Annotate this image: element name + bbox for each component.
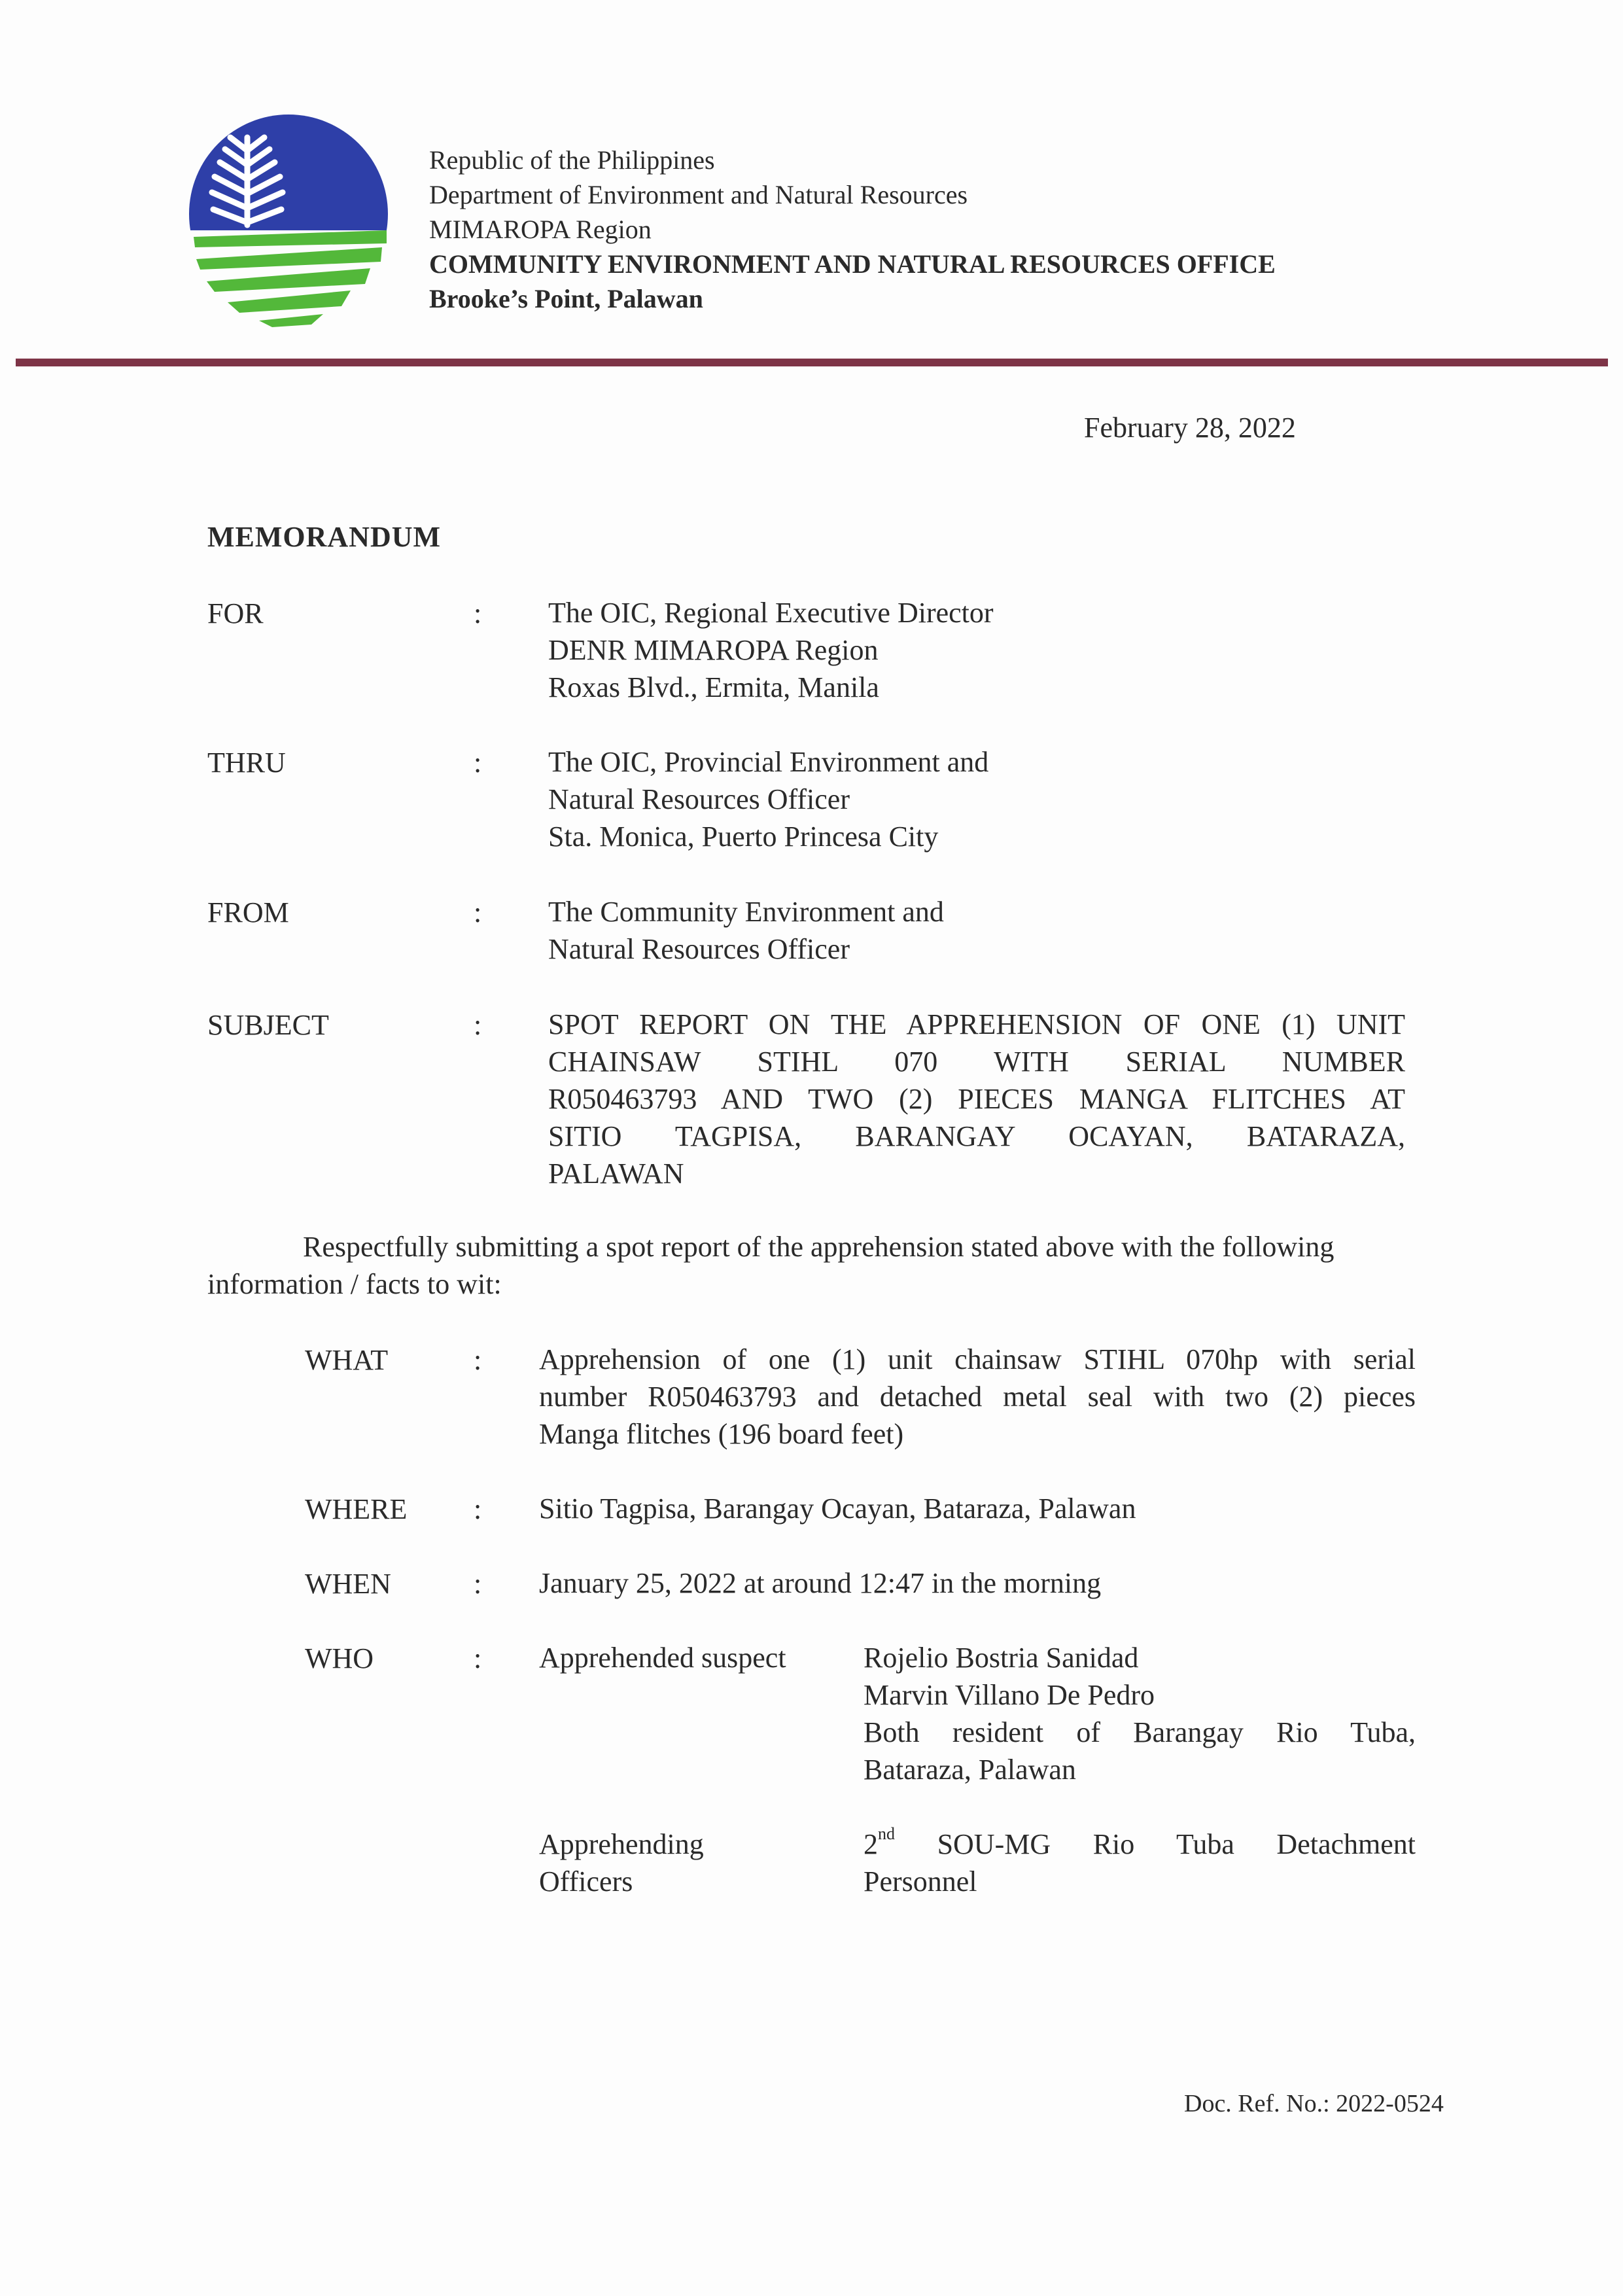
what-line: Manga flitches (196 board feet) (539, 1418, 904, 1450)
subject-line: SITIO TAGPISA, BARANGAY OCAYAN, BATARAZA, (548, 1120, 1405, 1152)
thru-line: The OIC, Provincial Environment and (548, 746, 989, 778)
officers-line (864, 1826, 1416, 1863)
what-line: Apprehension of one (1) unit chainsaw STIHL 070hp with serial (539, 1343, 1416, 1375)
officers-ordinal-suffix: nd (878, 1824, 895, 1843)
for-addressee (548, 594, 994, 706)
from-line: Natural Resources Officer (548, 933, 850, 965)
subject-line: R050463793 AND TWO (2) PIECES MANGA FLITCHES AT (548, 1083, 1405, 1115)
letterhead-republic: Republic of the Philippines (429, 145, 715, 175)
for-line: Roxas Blvd., Ermita, Manila (548, 671, 879, 703)
subject-line: PALAWAN (548, 1157, 684, 1190)
suspect-list (864, 1639, 1416, 1788)
from-sender (548, 893, 944, 968)
what-line: number R050463793 and detached metal seal with two (2) pieces (539, 1381, 1416, 1413)
letterhead-location: Brooke’s Point, Palawan (429, 284, 703, 313)
thru-line: Sta. Monica, Puerto Princesa City (548, 821, 939, 853)
from-colon: : (474, 896, 482, 928)
when-line: January 25, 2022 at around 12:47 in the morning (539, 1567, 1102, 1599)
for-label: FOR (207, 597, 264, 629)
officers-label-line: Apprehending (539, 1828, 704, 1860)
when-colon: : (474, 1568, 482, 1600)
officers-unit: SOU-MG Rio Tuba Detachment (937, 1828, 1416, 1860)
from-line: The Community Environment and (548, 896, 944, 928)
subject-line: SPOT REPORT ON THE APPREHENSION OF ONE (1) UNIT (548, 1008, 1405, 1040)
intro-line: Respectfully submitting a spot report of the apprehension stated above with the following (303, 1231, 1335, 1263)
letterhead (429, 143, 1276, 316)
for-colon: : (474, 597, 482, 629)
suspect-line: Marvin Villano De Pedro (864, 1679, 1155, 1711)
what-colon: : (474, 1344, 482, 1376)
officers-ordinal (864, 1824, 895, 1860)
subject-text (548, 1006, 1405, 1192)
memo-date: February 28, 2022 (1084, 412, 1296, 444)
letterhead-office: COMMUNITY ENVIRONMENT AND NATURAL RESOURCES OFFICE (429, 249, 1276, 279)
what-label: WHAT (305, 1344, 389, 1376)
suspect-line: Rojelio Bostria Sanidad (864, 1642, 1139, 1674)
officers-label-line: Officers (539, 1865, 633, 1898)
suspect-line: Both resident of Barangay Rio Tuba, (864, 1716, 1416, 1748)
doc-ref-number: Doc. Ref. No.: 2022-0524 (1184, 2090, 1444, 2117)
intro-paragraph (207, 1228, 1476, 1303)
from-label: FROM (207, 896, 289, 928)
who-label: WHO (305, 1642, 374, 1674)
letterhead-divider (16, 359, 1608, 366)
officers-value (864, 1826, 1416, 1900)
subject-colon: : (474, 1009, 482, 1041)
for-line: DENR MIMAROPA Region (548, 634, 879, 666)
where-label: WHERE (305, 1493, 408, 1525)
intro-line: information / facts to wit: (207, 1268, 502, 1300)
what-value (539, 1341, 1416, 1453)
letterhead-region: MIMAROPA Region (429, 215, 652, 244)
officers-label (539, 1826, 704, 1900)
memo-title: MEMORANDUM (207, 521, 442, 553)
denr-logo (187, 113, 390, 328)
officers-ordinal-number: 2 (864, 1828, 878, 1860)
letterhead-department: Department of Environment and Natural Resources (429, 180, 968, 209)
where-value (539, 1490, 1416, 1527)
who-colon: : (474, 1642, 482, 1674)
officers-line: Personnel (864, 1865, 977, 1898)
when-value (539, 1564, 1416, 1602)
thru-label: THRU (207, 747, 286, 779)
thru-colon: : (474, 747, 482, 779)
for-line: The OIC, Regional Executive Director (548, 597, 994, 629)
subject-line: CHAINSAW STIHL 070 WITH SERIAL NUMBER (548, 1046, 1405, 1078)
suspect-label: Apprehended suspect (539, 1642, 786, 1674)
thru-addressee (548, 743, 988, 855)
when-label: WHEN (305, 1568, 391, 1600)
thru-line: Natural Resources Officer (548, 783, 850, 815)
subject-label: SUBJECT (207, 1009, 329, 1041)
suspect-line: Bataraza, Palawan (864, 1754, 1076, 1786)
where-line: Sitio Tagpisa, Barangay Ocayan, Bataraza, Palawan (539, 1492, 1136, 1525)
where-colon: : (474, 1493, 482, 1525)
